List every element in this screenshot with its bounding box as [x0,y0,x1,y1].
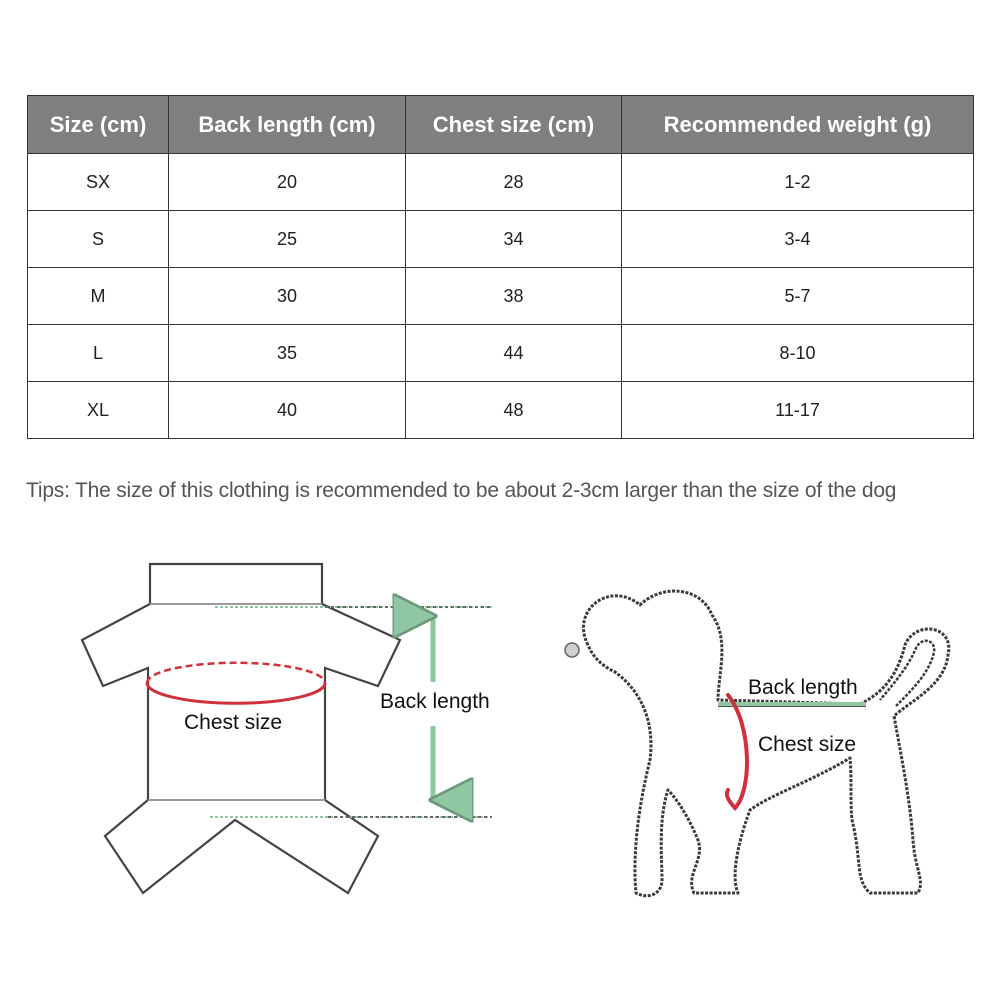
cell-chest-size: 48 [406,382,622,439]
header-back-length: Back length (cm) [169,96,406,154]
dog-back-length-label: Back length [748,676,858,699]
cell-weight: 8-10 [622,325,974,382]
header-chest-size: Chest size (cm) [406,96,622,154]
dog-illustration [565,591,949,896]
cell-back-length: 30 [169,268,406,325]
cell-weight: 3-4 [622,211,974,268]
garment-back-length-label: Back length [380,690,490,713]
cell-weight: 1-2 [622,154,974,211]
cell-size: S [28,211,169,268]
cell-weight: 5-7 [622,268,974,325]
cell-chest-size: 34 [406,211,622,268]
cell-size: M [28,268,169,325]
header-size: Size (cm) [28,96,169,154]
cell-size: L [28,325,169,382]
cell-size: XL [28,382,169,439]
garment-chest-size-label: Chest size [184,711,283,734]
garment-illustration [82,564,492,893]
cell-back-length: 35 [169,325,406,382]
dog-nose [565,643,579,657]
cell-chest-size: 38 [406,268,622,325]
cell-chest-size: 28 [406,154,622,211]
cell-weight: 11-17 [622,382,974,439]
cell-chest-size: 44 [406,325,622,382]
cell-back-length: 40 [169,382,406,439]
dog-chest-size-label: Chest size [758,733,857,756]
tips-text: Tips: The size of this clothing is recommended to be about 2-3cm larger than the size of the dog [26,479,897,502]
cell-back-length: 25 [169,211,406,268]
header-recommended-weight: Recommended weight (g) [622,96,974,154]
cell-back-length: 20 [169,154,406,211]
cell-size: SX [28,154,169,211]
